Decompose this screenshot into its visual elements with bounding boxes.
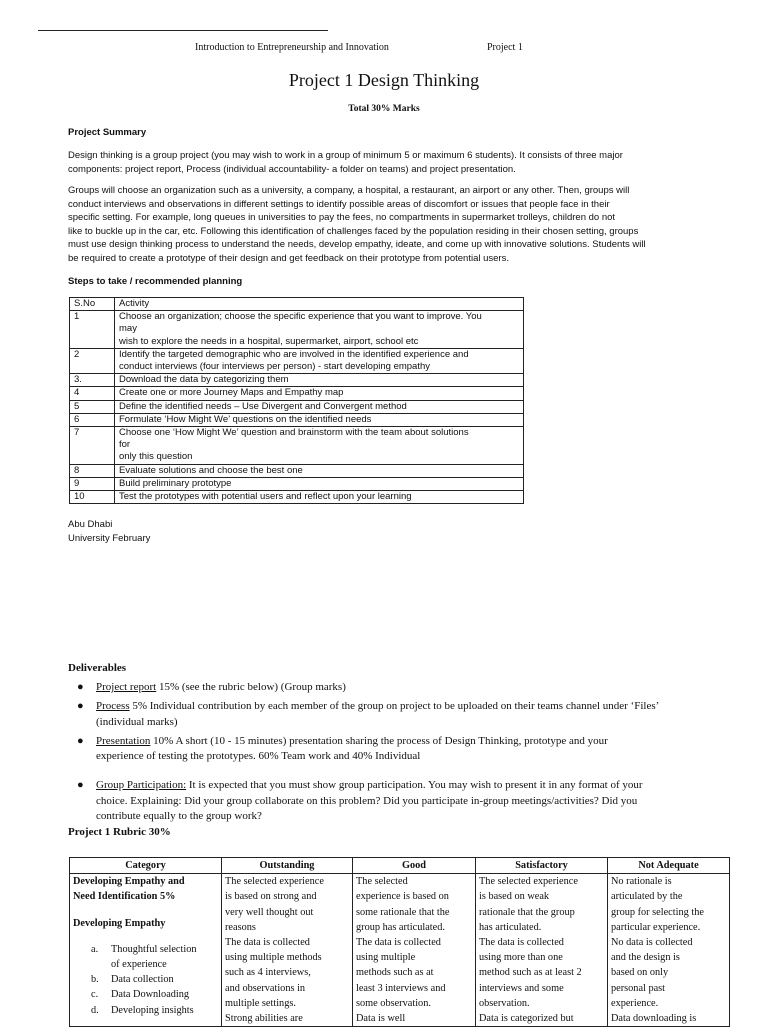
category-title: Developing Empathy and — [73, 876, 185, 888]
step-activity: Download the data by categorizing them — [115, 374, 524, 387]
page-subtitle: Total 30% Marks — [348, 104, 420, 114]
page-title: Project 1 Design Thinking — [288, 70, 480, 90]
activity-line: Choose one ‘How Might We’ question and brainstorm with the team about solutions — [119, 427, 469, 439]
summary-heading: Project Summary — [68, 127, 147, 138]
rubric-line: interviews and some — [479, 982, 564, 994]
step-activity: Formulate ‘How Might We’ questions on the identified needs — [115, 413, 524, 426]
rubric-line: least 3 interviews and — [356, 982, 446, 994]
steps-header-row — [70, 298, 524, 311]
rubric-heading: Project 1 Rubric 30% — [68, 826, 171, 838]
rubric-line: articulated by the — [611, 891, 683, 903]
deliverable-text: 5% Individual contribution by each member of the group on project to be uploaded on their teams channel under ‘Files’ — [129, 700, 660, 713]
rubric-line: observation. — [479, 997, 530, 1009]
rubric-line: rationale that the group — [479, 906, 575, 918]
step-number: 10 — [70, 491, 115, 504]
activity-line: for — [119, 439, 131, 451]
table-row — [70, 400, 524, 413]
rubric-line: group for selecting the — [611, 906, 704, 918]
header-rule — [38, 30, 328, 31]
step-number: 5 — [70, 400, 115, 413]
rubric-line: has articulated. — [479, 921, 542, 933]
step-activity: Build preliminary prototype — [115, 477, 524, 490]
activity-line: conduct interviews (four interviews per person) - start developing empathy — [119, 361, 431, 373]
criterion-line: Developing insights — [111, 1004, 194, 1016]
step-activity — [115, 311, 524, 349]
step-activity: Define the identified needs – Use Divergent and Convergent method — [115, 400, 524, 413]
list-item — [68, 734, 708, 765]
criterion-line: Data collection — [111, 974, 174, 986]
rubric-line: methods such as at — [356, 967, 434, 979]
deliverable-label: Presentation — [96, 734, 151, 747]
bullet-icon: ● — [77, 779, 84, 792]
table-row — [70, 311, 524, 349]
bullet-icon: ● — [77, 734, 84, 747]
summary-line: like to buckle up in the car, etc. Following this identification of challenges faced by the population residing in their chosen setting, groups — [68, 225, 639, 237]
table-row — [70, 464, 524, 477]
rubric-line: is based on strong and — [225, 891, 317, 903]
summary-line: be required to create a prototype of their design and get feedback on their prototype from potential users. — [68, 252, 509, 264]
list-item — [68, 680, 708, 695]
table-row — [70, 387, 524, 400]
rubric-header-row — [70, 858, 730, 874]
location-line: Abu Dhabi — [68, 519, 113, 530]
rubric-line: using multiple — [356, 952, 416, 964]
rubric-line: The data is collected — [225, 937, 310, 949]
rubric-line: based on only — [611, 967, 669, 979]
rubric-line: method such as at least 2 — [479, 967, 582, 979]
list-item — [73, 987, 218, 1002]
course-header: Introduction to Entrepreneurship and Innovation — [195, 42, 389, 53]
category-cell — [70, 874, 222, 1027]
table-row — [70, 427, 524, 465]
rubric-line: using more than one — [479, 952, 563, 964]
rubric-line: experience. — [611, 997, 659, 1009]
outstanding-cell — [222, 874, 353, 1027]
rubric-line: such as 4 interviews, — [225, 967, 311, 979]
satisfactory-cell — [476, 874, 608, 1027]
column-header: Category — [70, 858, 222, 874]
activity-line: Identify the targeted demographic who are involved in the identified experience and — [119, 348, 469, 360]
deliverable-text: 15% (see the rubric below) (Group marks) — [156, 681, 346, 693]
rubric-line: very well thought out — [225, 906, 314, 918]
step-activity — [115, 348, 524, 373]
step-number: 2 — [70, 348, 115, 373]
activity-line: may — [119, 323, 137, 335]
step-number: 9 — [70, 477, 115, 490]
list-item — [68, 699, 708, 730]
steps-table — [69, 297, 524, 504]
list-marker: d. — [91, 1004, 99, 1016]
column-header: Good — [353, 858, 476, 874]
location-line: University February — [68, 532, 151, 544]
bullet-icon: ● — [77, 700, 84, 713]
rubric-line: some observation. — [356, 997, 431, 1009]
rubric-line: The selected — [356, 876, 408, 888]
rubric-line: No data is collected — [611, 937, 693, 949]
table-row — [70, 374, 524, 387]
table-row — [70, 491, 524, 504]
column-header: Satisfactory — [476, 858, 608, 874]
rubric-line: Data is categorized but — [479, 1013, 574, 1025]
rubric-line: multiple settings. — [225, 997, 296, 1009]
rubric-line: some rationale that the — [356, 906, 450, 918]
rubric-line: group has articulated. — [356, 921, 445, 933]
activity-header: Activity — [115, 298, 524, 311]
activity-line: Choose an organization; choose the specific experience that you want to improve. You — [119, 311, 482, 323]
summary-line: must use design thinking process to understand the needs, develop empathy, ideate, and come up with innovative solutions. Students will — [68, 239, 646, 251]
rubric-line: The selected experience — [479, 876, 578, 888]
rubric-line: No rationale is — [611, 876, 672, 888]
summary-line: Design thinking is a group project (you may wish to work in a group of minimum 5 or maximum 6 students). It consists of three major — [68, 150, 623, 161]
deliverable-label: Process — [96, 700, 130, 713]
rubric-line: Data is well — [356, 1013, 406, 1025]
rubric-line: The selected experience — [225, 876, 324, 888]
deliverable-text: It is expected that you must show group participation. You may wish to present it in any format of your — [186, 779, 643, 792]
criterion-line: Thoughtful selection — [111, 943, 197, 955]
list-item — [73, 972, 218, 987]
deliverable-text: choice. Explaining: Did your group collaborate on this problem? Did you participate in-group meetings/activities? Did you — [96, 794, 638, 807]
rubric-line: particular experience. — [611, 921, 701, 933]
deliverables-heading: Deliverables — [68, 662, 127, 674]
rubric-table — [69, 857, 730, 1027]
rubric-line: experience is based on — [356, 891, 449, 903]
steps-heading: Steps to take / recommended planning — [68, 276, 243, 287]
summary-paragraph-1 — [68, 149, 700, 176]
rubric-line: The data is collected — [356, 937, 441, 949]
activity-line: only this question — [119, 451, 193, 463]
summary-paragraph-2 — [68, 184, 700, 266]
summary-line: specific setting. For example, long queues in universities to pay the fees, no compartments in supermarket trolleys, children do not — [68, 212, 616, 224]
rubric-line: Data downloading is — [611, 1013, 697, 1025]
good-cell — [353, 874, 476, 1027]
table-row — [70, 477, 524, 490]
table-row — [70, 874, 730, 1027]
sno-header: S.No — [70, 298, 115, 311]
deliverable-text: contribute equally to the group work? — [96, 810, 262, 823]
list-item — [73, 942, 218, 972]
project-header: Project 1 — [487, 42, 523, 53]
deliverable-label: Project report — [96, 681, 157, 693]
step-number: 3. — [70, 374, 115, 387]
step-number: 7 — [70, 427, 115, 465]
deliverable-text: 10% A short (10 - 15 minutes) presentation sharing the process of Design Thinking, prototype and your — [150, 734, 608, 747]
category-title: Need Identification 5% — [73, 891, 176, 903]
deliverables-list — [68, 680, 708, 824]
category-subheading: Developing Empathy — [73, 917, 166, 929]
summary-line: components: project report, Process (individual accountability- a folder on teams) and project presentation. — [68, 163, 516, 175]
step-activity — [115, 427, 524, 465]
deliverable-label: Group Participation: — [96, 779, 187, 792]
rubric-line: is based on weak — [479, 891, 550, 903]
rubric-line: Strong abilities are — [225, 1013, 303, 1025]
list-item — [73, 1003, 218, 1018]
list-marker: a. — [91, 943, 99, 955]
step-activity: Create one or more Journey Maps and Empathy map — [115, 387, 524, 400]
table-row — [70, 413, 524, 426]
rubric-line: and observations in — [225, 982, 306, 994]
step-activity: Test the prototypes with potential users and reflect upon your learning — [115, 491, 524, 504]
summary-line: conduct interviews and observations in different settings to identify possible areas of discomfort or issues that people face in their — [68, 198, 610, 210]
rubric-line: and the design is — [611, 952, 680, 964]
rubric-line: using multiple methods — [225, 952, 322, 964]
list-marker: c. — [91, 989, 99, 1001]
not-adequate-cell — [608, 874, 730, 1027]
location-block — [68, 518, 150, 545]
step-number: 8 — [70, 464, 115, 477]
list-marker: b. — [91, 974, 99, 986]
summary-line: Groups will choose an organization such as a university, a company, a hospital, a restaurant, an airport or any other. Then, groups will — [68, 185, 630, 196]
deliverable-text: experience of testing the prototypes. 60% Team work and 40% Individual — [96, 750, 421, 763]
rubric-line: personal past — [611, 982, 666, 994]
step-number: 4 — [70, 387, 115, 400]
column-header: Not Adequate — [608, 858, 730, 874]
step-activity: Evaluate solutions and choose the best one — [115, 464, 524, 477]
bullet-icon: ● — [77, 681, 84, 693]
activity-line: wish to explore the needs in a hospital, supermarket, airport, school etc — [119, 335, 419, 347]
table-row — [70, 348, 524, 373]
step-number: 6 — [70, 413, 115, 426]
criterion-line: of experience — [111, 959, 167, 971]
rubric-line: The data is collected — [479, 937, 564, 949]
deliverable-text: (individual marks) — [96, 715, 178, 728]
step-number: 1 — [70, 311, 115, 349]
rubric-line: reasons — [225, 921, 256, 933]
column-header: Outstanding — [222, 858, 353, 874]
list-item — [68, 778, 708, 824]
criterion-line: Data Downloading — [111, 989, 190, 1001]
